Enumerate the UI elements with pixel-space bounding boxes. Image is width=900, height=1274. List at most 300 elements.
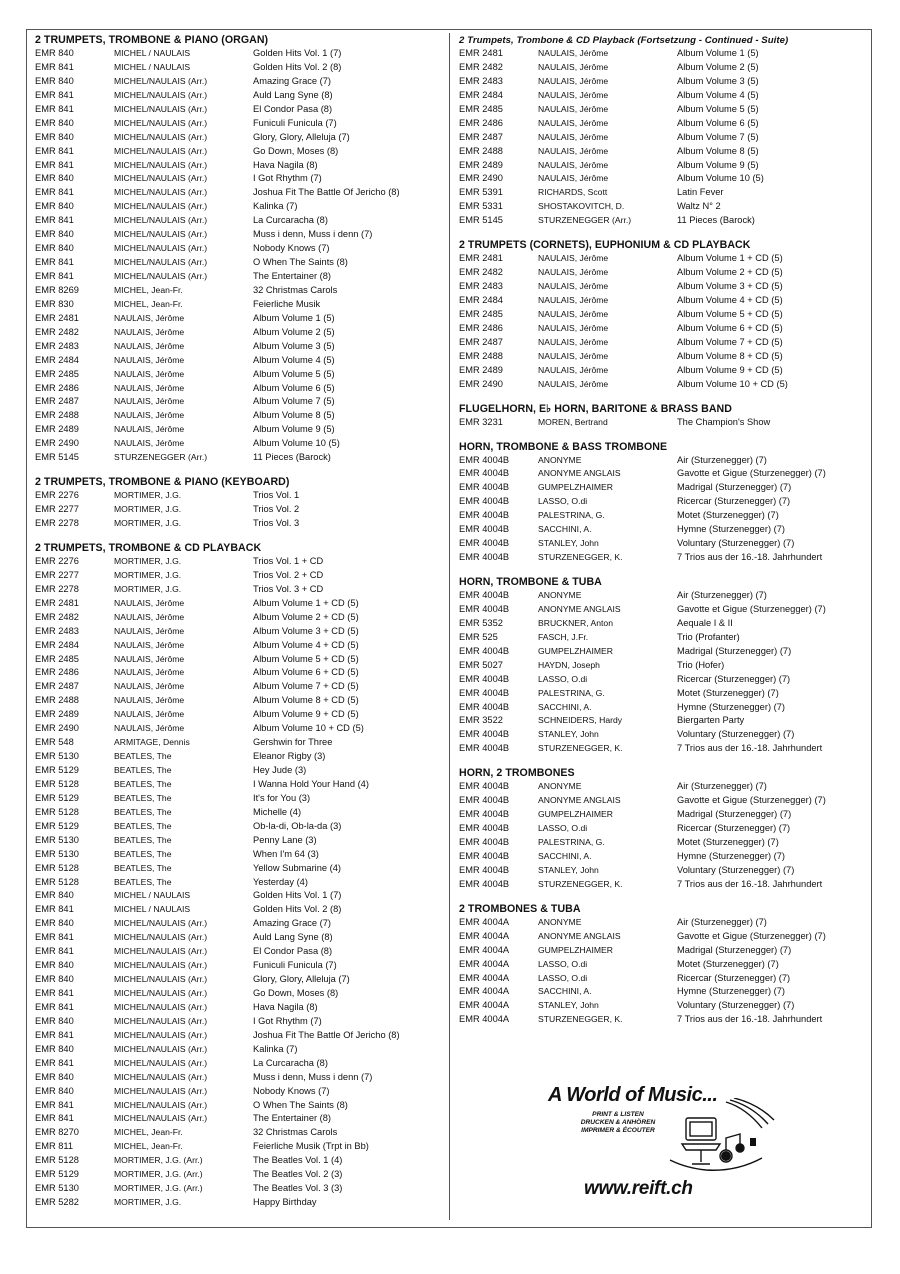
work-title: Album Volume 4 (5) bbox=[253, 354, 335, 365]
composer: SACCHINI, A. bbox=[538, 701, 592, 712]
work-title: Kalinka (7) bbox=[253, 1043, 298, 1054]
catalog-row bbox=[35, 382, 440, 396]
catalog-row bbox=[35, 666, 440, 680]
catalog-row bbox=[35, 680, 440, 694]
catalog-number: EMR 4004B bbox=[459, 823, 510, 834]
work-title: Air (Sturzenegger) (7) bbox=[677, 781, 767, 792]
work-title: Madrigal (Sturzenegger) (7) bbox=[677, 645, 792, 656]
catalog-number: EMR 2486 bbox=[459, 117, 503, 128]
catalog-row bbox=[35, 47, 440, 61]
composer: NAULAIS, Jérôme bbox=[114, 723, 185, 734]
catalog-row bbox=[35, 451, 440, 465]
catalog-number: EMR 5129 bbox=[35, 765, 79, 775]
work-title: Album Volume 1 + CD (5) bbox=[253, 597, 359, 608]
work-title: Nobody Knows (7) bbox=[253, 1085, 330, 1096]
work-title: Album Volume 2 (5) bbox=[677, 61, 759, 72]
catalog-number: EMR 2484 bbox=[35, 639, 79, 650]
catalog-row bbox=[35, 625, 440, 639]
catalog-number: EMR 2484 bbox=[459, 295, 503, 305]
catalog-number: EMR 2483 bbox=[459, 75, 503, 86]
catalog-number: EMR 5128 bbox=[35, 876, 79, 887]
catalog-number: EMR 840 bbox=[35, 918, 74, 929]
work-title: 7 Trios aus der 16.-18. Jahrhundert bbox=[677, 552, 823, 563]
composer: MICHEL/NAULAIS (Arr.) bbox=[114, 145, 208, 156]
catalog-number: EMR 4004B bbox=[459, 482, 510, 493]
section-heading: HORN, TROMBONE & BASS TROMBONE bbox=[459, 440, 668, 453]
catalog-row bbox=[459, 336, 864, 350]
work-title: Trios Vol. 2 + CD bbox=[253, 569, 324, 580]
work-title: Golden Hits Vol. 2 (8) bbox=[253, 904, 342, 915]
catalog-number: EMR 2485 bbox=[35, 653, 79, 664]
composer: BEATLES, The bbox=[114, 848, 172, 859]
work-title: Yellow Submarine (4) bbox=[253, 862, 342, 873]
work-title: Album Volume 8 + CD (5) bbox=[253, 695, 359, 706]
catalog-number: EMR 4004B bbox=[459, 524, 510, 535]
catalog-row bbox=[459, 930, 864, 944]
composer: BEATLES, The bbox=[114, 751, 172, 762]
composer: MICHEL/NAULAIS (Arr.) bbox=[114, 1057, 208, 1068]
composer: MICHEL/NAULAIS (Arr.) bbox=[114, 960, 208, 971]
catalog-row bbox=[459, 645, 864, 659]
catalog-row bbox=[35, 555, 440, 569]
catalog-row bbox=[35, 708, 440, 722]
catalog-number: EMR 840 bbox=[35, 890, 74, 901]
catalog-number: EMR 2481 bbox=[459, 48, 503, 58]
work-title: Air (Sturzenegger) (7) bbox=[677, 916, 767, 927]
catalog-number: EMR 2278 bbox=[35, 583, 79, 594]
right-column bbox=[459, 34, 864, 1027]
composer: MICHEL/NAULAIS (Arr.) bbox=[114, 1099, 208, 1110]
composer: MORTIMER, J.G. (Arr.) bbox=[114, 1169, 203, 1180]
catalog-row bbox=[35, 639, 440, 653]
catalog-number: EMR 830 bbox=[35, 298, 74, 309]
catalog-row bbox=[459, 159, 864, 173]
catalog-number: EMR 841 bbox=[35, 187, 74, 198]
work-title: Motet (Sturzenegger) (7) bbox=[677, 687, 779, 698]
composer: NAULAIS, Jérôme bbox=[538, 308, 609, 319]
catalog-row bbox=[35, 848, 440, 862]
composer: MICHEL/NAULAIS (Arr.) bbox=[114, 1015, 208, 1026]
catalog-row bbox=[459, 416, 864, 430]
catalog-row bbox=[459, 794, 864, 808]
work-title: Amazing Grace (7) bbox=[253, 918, 332, 929]
work-title: Album Volume 8 (5) bbox=[253, 410, 335, 421]
work-title: 32 Christmas Carols bbox=[253, 1127, 338, 1138]
catalog-row bbox=[459, 850, 864, 864]
catalog-row bbox=[459, 172, 864, 186]
catalog-number: EMR 840 bbox=[35, 243, 74, 254]
catalog-number: EMR 2487 bbox=[459, 131, 503, 142]
work-title: Album Volume 3 + CD (5) bbox=[253, 625, 359, 636]
catalog-number: EMR 4004B bbox=[459, 878, 510, 889]
catalog-number: EMR 2490 bbox=[459, 173, 503, 184]
catalog-number: EMR 841 bbox=[35, 904, 74, 915]
catalog-row bbox=[35, 312, 440, 326]
work-title: Motet (Sturzenegger) (7) bbox=[677, 837, 779, 847]
catalog-row bbox=[35, 159, 440, 173]
catalog-number: EMR 841 bbox=[35, 988, 74, 998]
composer: HAYDN, Joseph bbox=[538, 659, 600, 670]
catalog-row bbox=[35, 569, 440, 583]
catalog-number: EMR 4004B bbox=[459, 645, 510, 656]
composer: NAULAIS, Jérôme bbox=[538, 61, 609, 72]
catalog-row bbox=[35, 806, 440, 820]
work-title: Michelle (4) bbox=[253, 806, 302, 817]
composer: MICHEL/NAULAIS (Arr.) bbox=[114, 89, 208, 100]
catalog-number: EMR 840 bbox=[35, 229, 74, 240]
catalog-number: EMR 841 bbox=[35, 1099, 74, 1110]
catalog-row bbox=[459, 280, 864, 294]
composer: NAULAIS, Jérôme bbox=[538, 350, 609, 361]
work-title: Album Volume 7 (5) bbox=[677, 131, 759, 142]
catalog-row bbox=[35, 1196, 440, 1210]
catalog-number: EMR 5130 bbox=[35, 751, 79, 762]
catalog-number: EMR 5145 bbox=[35, 452, 79, 463]
catalog-section bbox=[35, 34, 440, 465]
catalog-number: EMR 2483 bbox=[35, 625, 79, 636]
catalog-row bbox=[459, 958, 864, 972]
work-title: Album Volume 6 (5) bbox=[253, 382, 335, 393]
composer: NAULAIS, Jérôme bbox=[538, 253, 609, 264]
catalog-row bbox=[459, 659, 864, 673]
work-title: Hymne (Sturzenegger) (7) bbox=[677, 524, 785, 535]
work-title: O When The Saints (8) bbox=[253, 257, 348, 268]
catalog-row bbox=[35, 1001, 440, 1015]
composer: NAULAIS, Jérôme bbox=[114, 438, 185, 449]
work-title: The Beatles Vol. 2 (3) bbox=[253, 1169, 343, 1180]
catalog-row bbox=[35, 284, 440, 298]
composer: ANONYME ANGLAIS bbox=[538, 930, 621, 941]
work-title: Biergarten Party bbox=[677, 715, 745, 726]
composer: NAULAIS, Jérôme bbox=[538, 173, 609, 184]
work-title: Album Volume 9 (5) bbox=[677, 159, 759, 170]
catalog-section bbox=[459, 767, 864, 892]
catalog-number: EMR 840 bbox=[35, 201, 74, 212]
catalog-number: EMR 2481 bbox=[35, 312, 79, 323]
work-title: 7 Trios aus der 16.-18. Jahrhundert bbox=[677, 1014, 823, 1025]
catalog-number: EMR 2481 bbox=[459, 253, 503, 264]
work-title: Album Volume 5 (5) bbox=[253, 368, 335, 379]
catalog-number: EMR 5130 bbox=[35, 1183, 79, 1194]
composer: STURZENEGGER (Arr.) bbox=[538, 215, 632, 226]
composer: BEATLES, The bbox=[114, 778, 172, 789]
work-title: Gavotte et Gigue (Sturzenegger) (7) bbox=[677, 603, 826, 614]
catalog-number: EMR 4004A bbox=[459, 1014, 510, 1025]
catalog-row bbox=[459, 836, 864, 850]
composer: MICHEL, Jean-Fr. bbox=[114, 1141, 183, 1152]
composer: NAULAIS, Jérôme bbox=[114, 709, 185, 720]
catalog-row bbox=[35, 1085, 440, 1099]
composer: SACCHINI, A. bbox=[538, 986, 592, 997]
work-title: Album Volume 5 + CD (5) bbox=[253, 653, 359, 664]
composer: LASSO, O.di bbox=[538, 958, 588, 969]
composer: NAULAIS, Jérôme bbox=[114, 667, 185, 678]
catalog-number: EMR 4004B bbox=[459, 468, 510, 479]
work-title: Amazing Grace (7) bbox=[253, 75, 332, 86]
work-title: Trio (Profanter) bbox=[677, 631, 740, 642]
composer: MORTIMER, J.G. bbox=[114, 569, 182, 580]
logo-title: A World of Music... bbox=[548, 1084, 718, 1106]
composer: BRUCKNER, Anton bbox=[538, 617, 613, 628]
catalog-row bbox=[459, 186, 864, 200]
logo-tagline bbox=[568, 1111, 668, 1135]
catalog-number: EMR 2486 bbox=[35, 667, 79, 678]
catalog-number: EMR 2489 bbox=[459, 364, 503, 375]
composer: STANLEY, John bbox=[538, 538, 599, 549]
work-title: Album Volume 9 (5) bbox=[253, 424, 335, 435]
catalog-number: EMR 4004B bbox=[459, 603, 510, 614]
catalog-number: EMR 548 bbox=[35, 737, 74, 748]
composer: NAULAIS, Jérôme bbox=[114, 368, 185, 379]
catalog-number: EMR 2490 bbox=[459, 378, 503, 389]
section-heading: HORN, 2 TROMBONES bbox=[459, 767, 575, 780]
catalog-number: EMR 4004B bbox=[459, 496, 510, 507]
composer: MICHEL, Jean-Fr. bbox=[114, 284, 183, 295]
composer: MICHEL/NAULAIS (Arr.) bbox=[114, 932, 208, 943]
composer: NAULAIS, Jérôme bbox=[114, 695, 185, 706]
catalog-row bbox=[459, 364, 864, 378]
catalog-row bbox=[459, 378, 864, 392]
composer: MOREN, Bertrand bbox=[538, 416, 608, 427]
composer: MICHEL/NAULAIS (Arr.) bbox=[114, 187, 208, 198]
catalog-row bbox=[35, 903, 440, 917]
catalog-row bbox=[459, 214, 864, 228]
catalog-row bbox=[459, 117, 864, 131]
catalog-row bbox=[35, 145, 440, 159]
composer: GUMPELZHAIMER bbox=[538, 482, 613, 493]
catalog-row bbox=[459, 467, 864, 481]
composer: MICHEL/NAULAIS (Arr.) bbox=[114, 215, 208, 226]
catalog-number: EMR 841 bbox=[35, 1113, 74, 1124]
catalog-number: EMR 4004A bbox=[459, 958, 510, 969]
column-divider bbox=[449, 33, 450, 1220]
composer: NAULAIS, Jérôme bbox=[538, 364, 609, 375]
composer: MICHEL/NAULAIS (Arr.) bbox=[114, 117, 208, 128]
catalog-number: EMR 4004B bbox=[459, 864, 510, 875]
section-spacer bbox=[35, 531, 440, 542]
catalog-row bbox=[35, 917, 440, 931]
catalog-number: EMR 841 bbox=[35, 257, 74, 268]
composer: NAULAIS, Jérôme bbox=[114, 681, 185, 692]
catalog-number: EMR 4004A bbox=[459, 944, 510, 955]
catalog-number: EMR 5129 bbox=[35, 1169, 79, 1180]
composer: MICHEL/NAULAIS (Arr.) bbox=[114, 1029, 208, 1040]
catalog-number: EMR 841 bbox=[35, 89, 74, 100]
work-title: Album Volume 6 (5) bbox=[677, 117, 759, 128]
catalog-number: EMR 840 bbox=[35, 960, 74, 971]
composer: NAULAIS, Jérôme bbox=[114, 354, 185, 365]
catalog-number: EMR 2485 bbox=[459, 308, 503, 319]
catalog-number: EMR 4004A bbox=[459, 986, 510, 997]
catalog-number: EMR 2276 bbox=[35, 555, 79, 566]
catalog-row bbox=[459, 200, 864, 214]
work-title: Album Volume 4 + CD (5) bbox=[677, 295, 783, 305]
computer-music-illustration bbox=[666, 1098, 776, 1178]
work-title: Nobody Knows (7) bbox=[253, 243, 330, 254]
catalog-number: EMR 4004A bbox=[459, 972, 510, 983]
work-title: Trios Vol. 2 bbox=[253, 504, 300, 515]
catalog-number: EMR 4004B bbox=[459, 552, 510, 563]
catalog-row bbox=[459, 589, 864, 603]
work-title: Hey Jude (3) bbox=[253, 765, 307, 775]
work-title: Album Volume 10 + CD (5) bbox=[253, 723, 364, 734]
composer: ANONYME bbox=[538, 590, 582, 600]
composer: NAULAIS, Jérôme bbox=[114, 326, 185, 337]
composer: NAULAIS, Jérôme bbox=[538, 131, 609, 142]
catalog-number: EMR 2486 bbox=[459, 322, 503, 333]
catalog-row bbox=[459, 509, 864, 523]
work-title: Album Volume 7 + CD (5) bbox=[253, 681, 359, 692]
catalog-number: EMR 2489 bbox=[459, 159, 503, 170]
catalog-row bbox=[459, 972, 864, 986]
catalog-row bbox=[459, 985, 864, 999]
catalog-row bbox=[35, 764, 440, 778]
catalog-row bbox=[459, 742, 864, 756]
catalog-row bbox=[35, 1182, 440, 1196]
logo-tagline-line: IMPRIMER & ÉCOUTER bbox=[581, 1127, 655, 1134]
catalog-row bbox=[459, 495, 864, 509]
composer: LASSO, O.di bbox=[538, 673, 588, 684]
work-title: Album Volume 9 + CD (5) bbox=[677, 364, 783, 375]
catalog-row bbox=[459, 294, 864, 308]
section-spacer bbox=[459, 756, 864, 767]
catalog-number: EMR 840 bbox=[35, 1085, 74, 1096]
catalog-number: EMR 4004B bbox=[459, 850, 510, 861]
work-title: Album Volume 3 (5) bbox=[253, 340, 335, 351]
catalog-section bbox=[459, 576, 864, 756]
catalog-row bbox=[459, 944, 864, 958]
work-title: Album Volume 1 (5) bbox=[677, 48, 759, 58]
catalog-number: EMR 4004B bbox=[459, 729, 510, 740]
work-title: Glory, Glory, Alleluja (7) bbox=[253, 131, 350, 142]
composer: GUMPELZHAIMER bbox=[538, 809, 613, 820]
work-title: El Condor Pasa (8) bbox=[253, 946, 333, 957]
catalog-row bbox=[459, 481, 864, 495]
catalog-row bbox=[35, 778, 440, 792]
catalog-number: EMR 4004B bbox=[459, 743, 510, 754]
composer: MORTIMER, J.G. bbox=[114, 518, 182, 528]
catalog-number: EMR 5129 bbox=[35, 820, 79, 831]
catalog-number: EMR 4004B bbox=[459, 701, 510, 712]
work-title: Album Volume 3 + CD (5) bbox=[677, 281, 783, 292]
work-title: Joshua Fit The Battle Of Jericho (8) bbox=[253, 187, 400, 198]
composer: MICHEL/NAULAIS (Arr.) bbox=[114, 1071, 208, 1082]
composer: MORTIMER, J.G. (Arr.) bbox=[114, 1183, 203, 1194]
work-title: Voluntary (Sturzenegger) (7) bbox=[677, 1000, 795, 1011]
catalog-number: EMR 840 bbox=[35, 131, 74, 142]
composer: MICHEL / NAULAIS bbox=[114, 48, 191, 58]
work-title: Feierliche Musik (Trpt in Bb) bbox=[253, 1141, 369, 1152]
catalog-row bbox=[35, 611, 440, 625]
catalog-row bbox=[459, 145, 864, 159]
catalog-number: EMR 2276 bbox=[35, 490, 79, 501]
catalog-number: EMR 2482 bbox=[35, 326, 79, 337]
catalog-row bbox=[35, 503, 440, 517]
work-title: 11 Pieces (Barock) bbox=[253, 452, 331, 463]
composer: MICHEL/NAULAIS (Arr.) bbox=[114, 201, 208, 212]
work-title: Yesterday (4) bbox=[253, 876, 308, 887]
catalog-number: EMR 841 bbox=[35, 271, 74, 281]
composer: MICHEL, Jean-Fr. bbox=[114, 1127, 183, 1138]
section-spacer bbox=[459, 430, 864, 441]
catalog-row bbox=[459, 603, 864, 617]
composer: BEATLES, The bbox=[114, 876, 172, 887]
work-title: Motet (Sturzenegger) (7) bbox=[677, 958, 779, 969]
composer: ANONYME bbox=[538, 781, 582, 792]
catalog-number: EMR 841 bbox=[35, 61, 74, 72]
catalog-number: EMR 2481 bbox=[35, 597, 79, 608]
work-title: Auld Lang Syne (8) bbox=[253, 932, 333, 943]
work-title: I Got Rhythm (7) bbox=[253, 1015, 322, 1026]
catalog-row bbox=[35, 792, 440, 806]
catalog-row bbox=[35, 959, 440, 973]
composer: NAULAIS, Jérôme bbox=[538, 145, 609, 156]
composer: NAULAIS, Jérôme bbox=[538, 75, 609, 86]
catalog-number: EMR 5128 bbox=[35, 778, 79, 789]
composer: MICHEL/NAULAIS (Arr.) bbox=[114, 1001, 208, 1012]
catalog-number: EMR 2487 bbox=[35, 396, 79, 407]
catalog-section bbox=[35, 542, 440, 1210]
section-heading: FLUGELHORN, E♭ HORN, BARITONE & BRASS BAND bbox=[459, 402, 732, 415]
catalog-number: EMR 4004A bbox=[459, 1000, 510, 1011]
catalog-number: EMR 5027 bbox=[459, 659, 503, 670]
composer: MICHEL/NAULAIS (Arr.) bbox=[114, 988, 208, 998]
composer: SACCHINI, A. bbox=[538, 850, 592, 861]
section-spacer bbox=[459, 392, 864, 403]
work-title: Album Volume 6 + CD (5) bbox=[677, 322, 783, 333]
composer: ANONYME ANGLAIS bbox=[538, 795, 621, 806]
composer: ANONYME bbox=[538, 454, 582, 465]
catalog-row bbox=[35, 834, 440, 848]
composer: NAULAIS, Jérôme bbox=[114, 340, 185, 351]
work-title: 32 Christmas Carols bbox=[253, 284, 338, 295]
catalog-number: EMR 840 bbox=[35, 1071, 74, 1082]
catalog-number: EMR 2278 bbox=[35, 518, 79, 528]
work-title: It's for You (3) bbox=[253, 792, 311, 803]
catalog-row bbox=[35, 270, 440, 284]
catalog-row bbox=[459, 617, 864, 631]
catalog-number: EMR 841 bbox=[35, 1029, 74, 1040]
catalog-number: EMR 5128 bbox=[35, 862, 79, 873]
catalog-row bbox=[35, 1099, 440, 1113]
catalog-row bbox=[35, 368, 440, 382]
catalog-number: EMR 2485 bbox=[35, 368, 79, 379]
work-title: Golden Hits Vol. 1 (7) bbox=[253, 48, 342, 58]
composer: NAULAIS, Jérôme bbox=[538, 281, 609, 292]
section-spacer bbox=[459, 892, 864, 903]
composer: MICHEL/NAULAIS (Arr.) bbox=[114, 271, 208, 281]
composer: NAULAIS, Jérôme bbox=[114, 312, 185, 323]
catalog-row bbox=[35, 1029, 440, 1043]
work-title: Album Volume 1 (5) bbox=[253, 312, 335, 323]
composer: MICHEL / NAULAIS bbox=[114, 61, 191, 72]
catalog-number: EMR 4004B bbox=[459, 590, 510, 600]
composer: NAULAIS, Jérôme bbox=[114, 611, 185, 622]
composer: STURZENEGGER, K. bbox=[538, 743, 623, 754]
catalog-row bbox=[459, 61, 864, 75]
section-heading: 2 TRUMPETS, TROMBONE & PIANO (ORGAN) bbox=[35, 34, 269, 46]
work-title: Album Volume 7 (5) bbox=[253, 396, 335, 407]
composer: MICHEL/NAULAIS (Arr.) bbox=[114, 1085, 208, 1096]
catalog-row bbox=[459, 728, 864, 742]
section-heading: 2 Trumpets, Trombone & CD Playback (Fortsetzung - Continued - Suite) bbox=[459, 35, 789, 46]
catalog-row bbox=[35, 1140, 440, 1154]
work-title: Gavotte et Gigue (Sturzenegger) (7) bbox=[677, 795, 826, 806]
work-title: The Entertainer (8) bbox=[253, 1113, 332, 1124]
work-title: Madrigal (Sturzenegger) (7) bbox=[677, 482, 792, 493]
catalog-number: EMR 811 bbox=[35, 1141, 74, 1152]
catalog-row bbox=[35, 326, 440, 340]
